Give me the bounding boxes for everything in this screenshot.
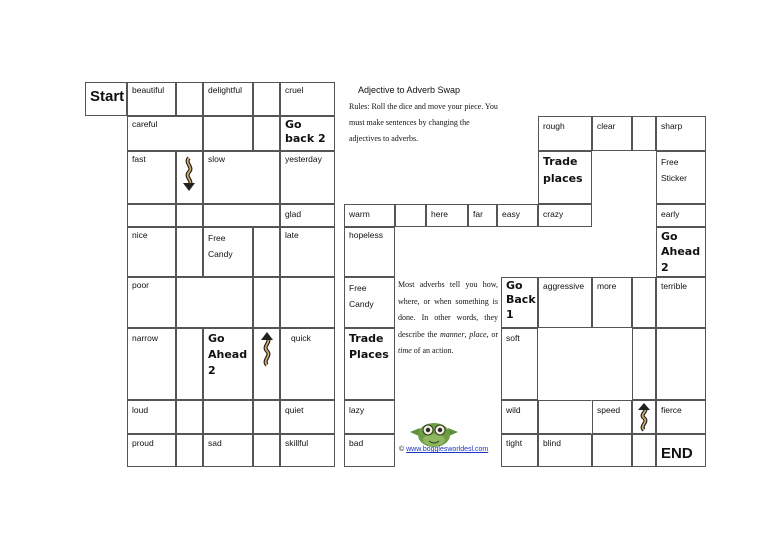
cell-gap — [632, 434, 656, 467]
cell-sad[interactable] — [203, 434, 253, 467]
cell-label: fast — [132, 154, 146, 164]
cell-gap — [176, 434, 203, 467]
cell-gap — [253, 434, 280, 467]
cell-label: clear — [597, 121, 616, 131]
cell-label: Free Candy — [349, 283, 374, 310]
cell-go-back-1[interactable] — [501, 277, 538, 328]
cell-gap — [176, 227, 203, 277]
cell-label: crazy — [543, 209, 564, 219]
cell-label: warm — [349, 209, 370, 219]
cell-label: beautiful — [132, 85, 165, 95]
cell-label: bad — [349, 438, 364, 448]
note-comma: , — [464, 329, 470, 339]
cell-label: Go Ahead 2 — [661, 230, 701, 274]
cell-rough[interactable] — [538, 116, 592, 151]
cell-label: quick — [291, 333, 311, 343]
cell-label: proud — [132, 438, 154, 448]
end-cell[interactable] — [656, 434, 706, 467]
cell-narrow[interactable] — [127, 328, 176, 400]
cell-label: poor — [132, 280, 150, 290]
cell-skillful[interactable] — [280, 434, 335, 467]
cell-label: sharp — [661, 121, 683, 131]
cell-gap — [203, 204, 280, 227]
cell-gap — [127, 204, 176, 227]
cell-label: narrow — [132, 333, 158, 343]
cell-label: Go Ahead 2 — [208, 332, 248, 377]
cell-fierce[interactable] — [656, 400, 706, 434]
arrow-down-icon — [181, 156, 197, 192]
cell-beautiful[interactable] — [127, 82, 176, 116]
cell-gap — [253, 277, 280, 328]
end-label: END — [661, 445, 693, 462]
cell-sharp[interactable] — [656, 116, 706, 151]
cell-careful[interactable] — [127, 116, 203, 151]
cell-proud[interactable] — [127, 434, 176, 467]
cell-label: blind — [543, 438, 561, 448]
cell-label: fierce — [661, 405, 682, 415]
cell-gap — [280, 277, 335, 328]
cell-hopeless[interactable] — [344, 227, 395, 277]
cell-loud[interactable] — [127, 400, 176, 434]
note-line-2-pre: In other words, they describe the — [398, 313, 498, 339]
cell-label: aggressive — [543, 281, 585, 291]
cell-label: skillful — [285, 438, 309, 448]
cell-trade-places-left[interactable] — [344, 328, 395, 400]
cell-terrible[interactable] — [656, 277, 706, 328]
cell-label: more — [597, 281, 617, 291]
cell-label: soft — [506, 333, 520, 343]
copyright-symbol: © — [399, 446, 405, 453]
cell-gap — [176, 82, 203, 116]
cell-label: Free Sticker — [661, 157, 687, 184]
cell-bad[interactable] — [344, 434, 395, 467]
cell-soft[interactable] — [501, 328, 538, 400]
cell-gap — [395, 204, 426, 227]
website-link[interactable]: www.bogglesworldesl.com — [406, 446, 489, 453]
cell-speed[interactable] — [592, 400, 632, 434]
cell-easy[interactable] — [497, 204, 538, 227]
cell-yesterday[interactable] — [280, 151, 335, 204]
cell-gap — [176, 277, 253, 328]
cell-lazy[interactable] — [344, 400, 395, 434]
cell-gap — [656, 328, 706, 400]
cell-label: here — [431, 209, 449, 219]
cell-gap — [176, 328, 203, 400]
cell-label: early — [661, 209, 680, 219]
cell-gap — [632, 116, 656, 151]
adverb-note — [398, 277, 498, 360]
cell-label: nice — [132, 230, 148, 240]
cell-far[interactable] — [468, 204, 497, 227]
cell-label: hopeless — [349, 230, 384, 240]
cell-here[interactable] — [426, 204, 468, 227]
cell-go-ahead-2-right[interactable] — [656, 227, 706, 277]
cell-gap — [253, 116, 280, 151]
page-title: Adjective to Adverb Swap — [358, 85, 461, 95]
cell-cruel[interactable] — [280, 82, 335, 116]
cell-nice[interactable] — [127, 227, 176, 277]
cell-early[interactable] — [656, 204, 706, 227]
cell-gap — [203, 116, 253, 151]
cell-quick[interactable] — [280, 328, 335, 400]
cell-label: Go back 2 — [285, 118, 326, 146]
cell-gap — [176, 204, 203, 227]
cell-label: glad — [285, 209, 302, 219]
arrow-up-icon — [259, 331, 275, 367]
cell-aggressive[interactable] — [538, 277, 592, 328]
cell-label: cruel — [285, 85, 304, 95]
cell-free-candy-2[interactable] — [344, 277, 395, 328]
cell-fast[interactable] — [127, 151, 176, 204]
cell-label: Free Candy — [208, 233, 233, 260]
cell-late[interactable] — [280, 227, 335, 277]
cell-warm[interactable] — [344, 204, 395, 227]
cell-gap — [176, 400, 203, 434]
cell-label: slow — [208, 154, 226, 164]
cell-gap — [253, 400, 280, 434]
cell-label: far — [473, 209, 483, 219]
cell-label: quiet — [285, 405, 304, 415]
cell-label: careful — [132, 119, 158, 129]
cell-blind[interactable] — [538, 434, 592, 467]
monster-mascot-icon — [408, 418, 460, 448]
note-manner: manner — [439, 329, 465, 339]
cell-gap — [632, 277, 656, 328]
cell-label: rough — [543, 121, 565, 131]
cell-gap — [632, 328, 656, 400]
cell-glad[interactable] — [280, 204, 335, 227]
cell-poor[interactable] — [127, 277, 176, 328]
cell-wild[interactable] — [501, 400, 538, 434]
cell-free-candy[interactable] — [203, 227, 253, 277]
cell-label: lazy — [349, 405, 365, 415]
rules-text: Rules: Roll the dice and move your piece. You must make sentences by changing the adjectives to adverbs. — [349, 102, 498, 143]
start-cell[interactable] — [85, 82, 127, 116]
cell-label: Trade Places — [349, 332, 389, 361]
start-label: Start — [90, 88, 125, 105]
copyright-line — [399, 446, 488, 453]
cell-more[interactable] — [592, 277, 632, 328]
cell-gap — [538, 400, 592, 434]
cell-gap — [203, 400, 253, 434]
note-line-2-post: of an action. — [411, 346, 454, 355]
note-line-1: Most adverbs tell you how, where, or when something is done. — [398, 280, 498, 322]
note-or: , or — [486, 329, 498, 339]
cell-gap — [253, 227, 280, 277]
cell-label: Go Back 1 — [506, 279, 536, 321]
cell-delightful[interactable] — [203, 82, 253, 116]
cell-label: late — [285, 230, 299, 240]
cell-label: delightful — [208, 85, 243, 95]
cell-label: yesterday — [285, 154, 322, 164]
arrow-up-icon — [636, 402, 652, 432]
cell-label: loud — [132, 405, 149, 415]
cell-gap — [592, 434, 632, 467]
cell-label: tight — [506, 438, 523, 448]
cell-label: wild — [506, 405, 521, 415]
cell-label: terrible — [661, 281, 687, 291]
note-place: place — [469, 329, 487, 339]
cell-slow[interactable] — [203, 151, 280, 204]
cell-trade-places-right[interactable] — [538, 151, 592, 204]
note-time: time — [398, 346, 412, 355]
cell-label: easy — [502, 209, 520, 219]
cell-crazy[interactable] — [538, 204, 592, 227]
cell-label: speed — [597, 405, 621, 415]
cell-label: sad — [208, 438, 222, 448]
cell-free-sticker[interactable] — [656, 151, 706, 204]
cell-clear[interactable] — [592, 116, 632, 151]
cell-gap — [253, 82, 280, 116]
cell-tight[interactable] — [501, 434, 538, 467]
cell-quiet[interactable] — [280, 400, 335, 434]
cell-go-ahead-2-left[interactable] — [203, 328, 253, 400]
cell-label: Trade places — [543, 155, 583, 185]
cell-go-back-2[interactable] — [280, 116, 335, 151]
